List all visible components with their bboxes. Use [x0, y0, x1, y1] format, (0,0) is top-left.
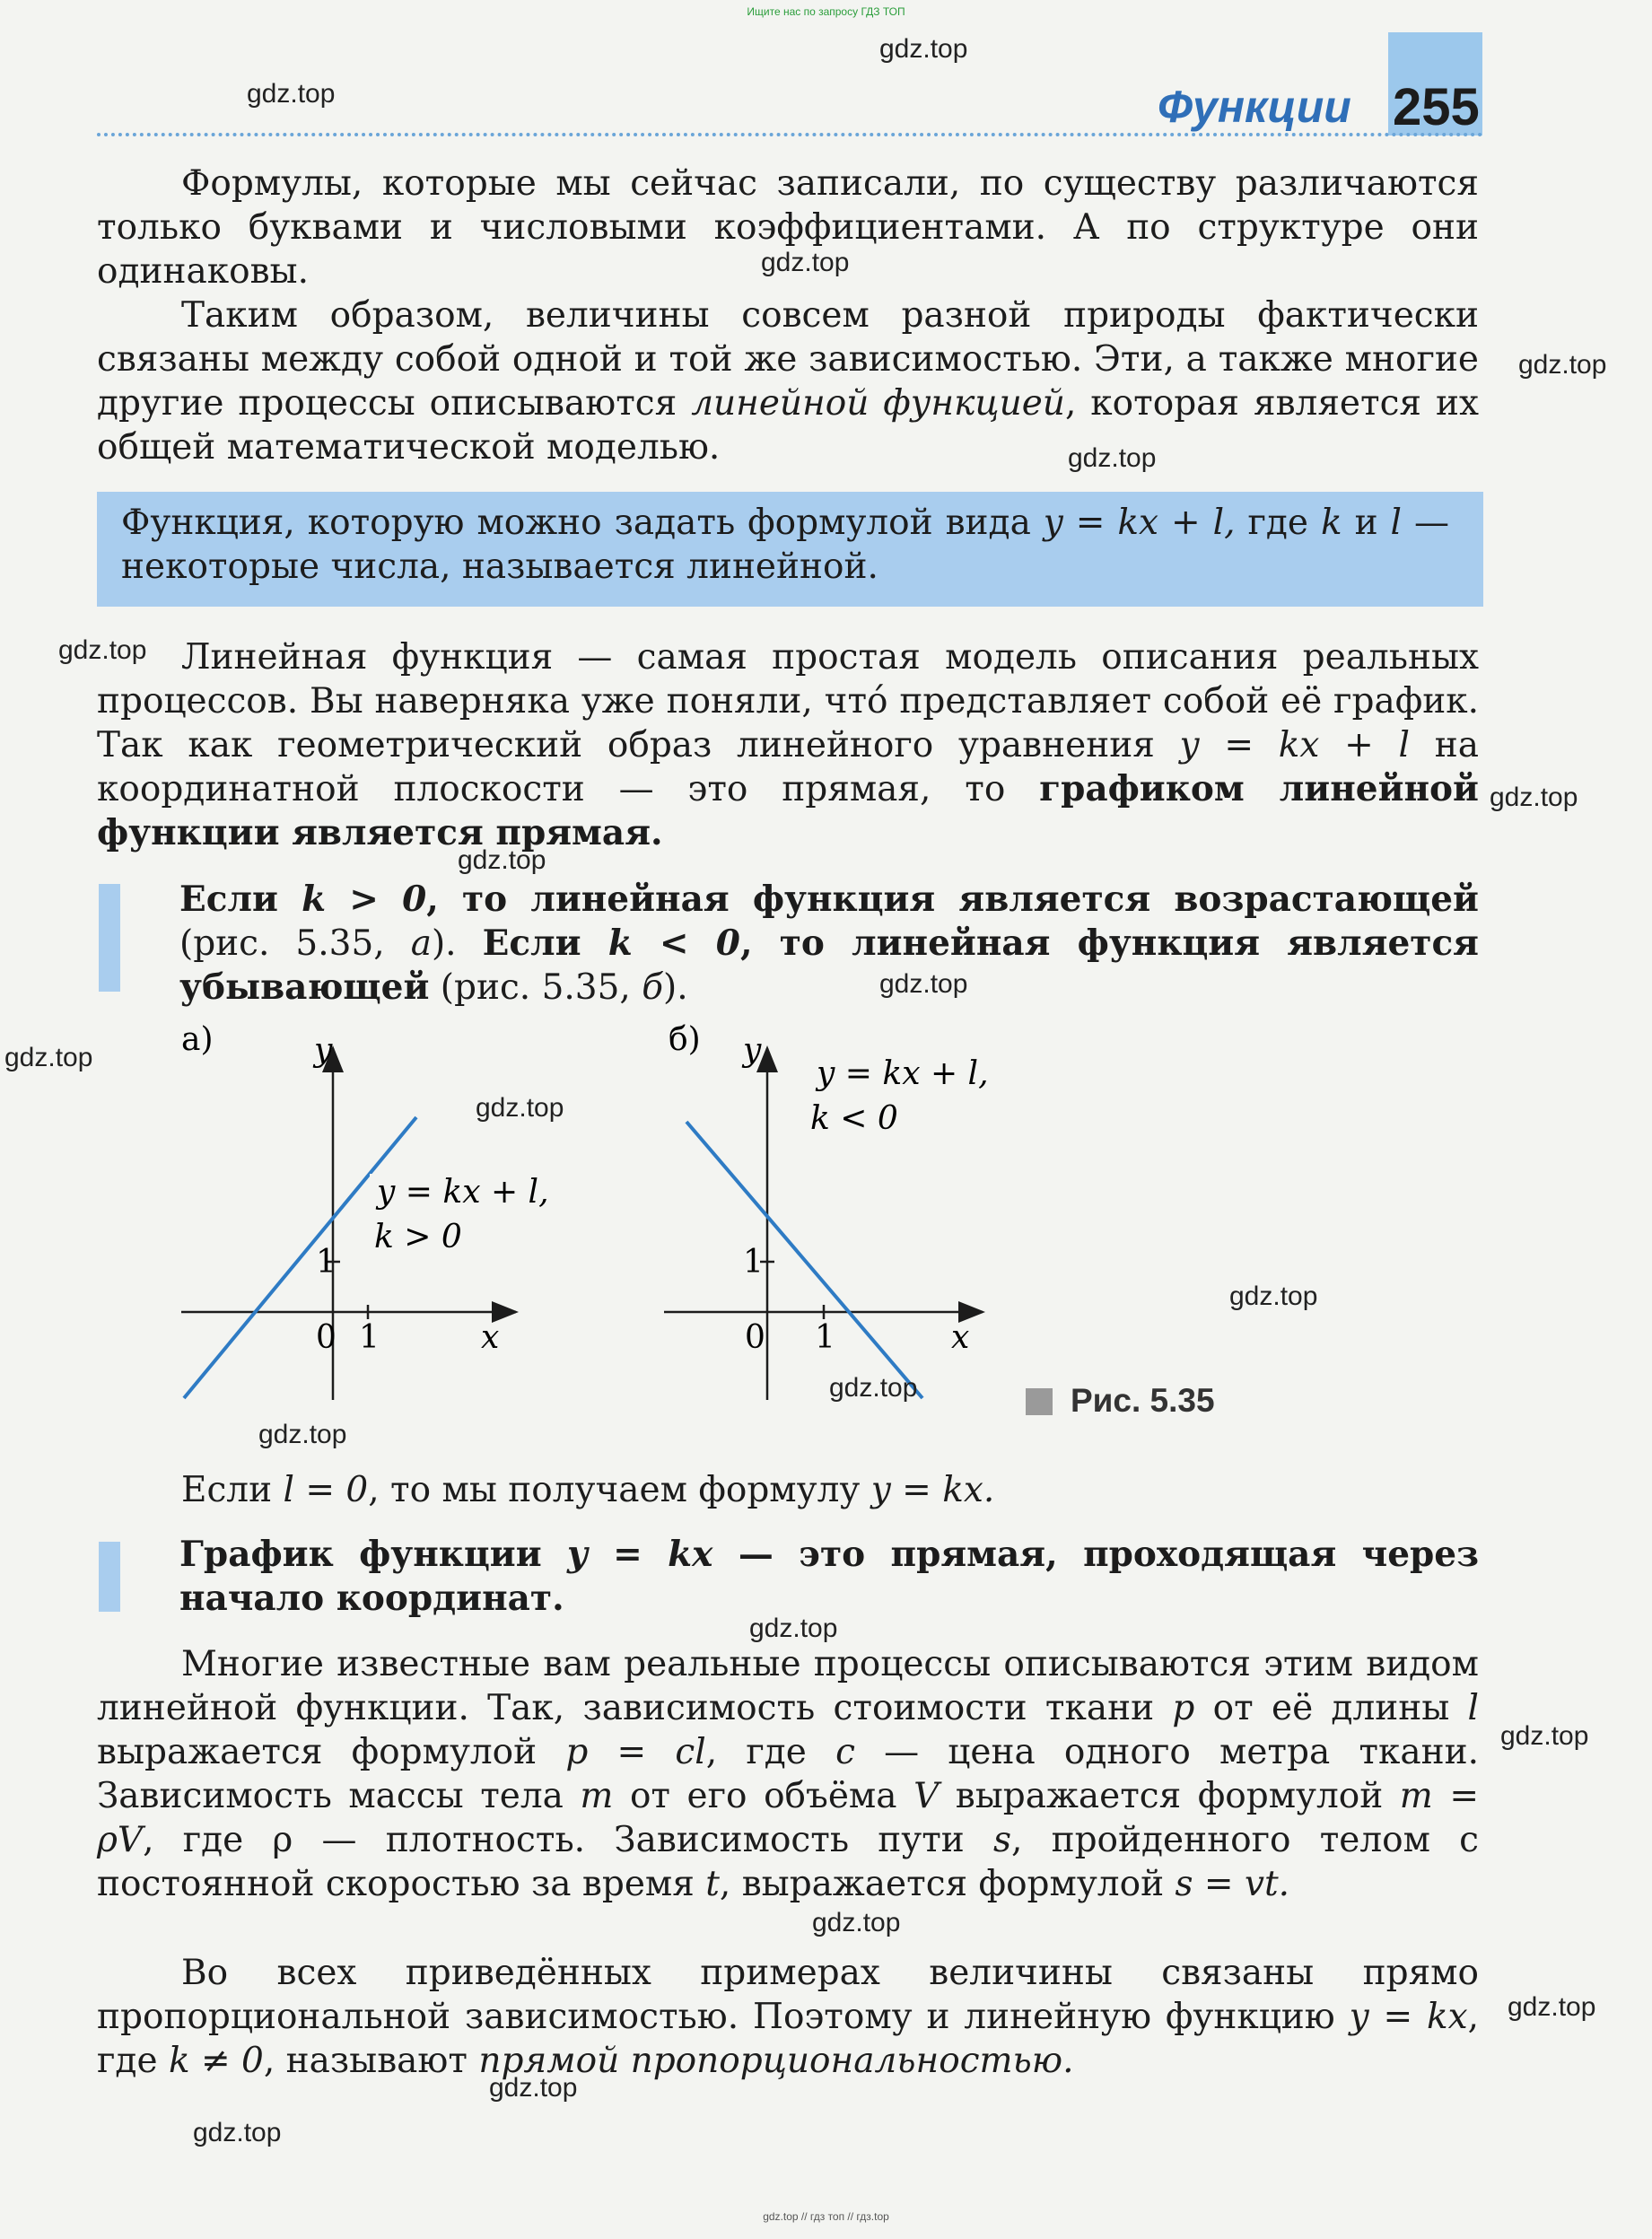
- condition-b: k < 0: [810, 1100, 898, 1137]
- graph-a: [181, 1023, 549, 1400]
- paragraph-5: Многие известные вам реальные процессы описываются этим видом линейной функции. Так, зависимость стоимости ткани p от её длины l выражается формулой p = cl, где c — цена одного метра ткани. Зависимость массы тела m от его объёма V выражается формулой m = ρV, где ρ — плотность. Зависимость пути s, пройденного телом с постоянной скоростью за время t, выражается формулой s = vt.: [97, 1644, 1480, 1904]
- watermark: gdz.top: [1500, 1721, 1589, 1751]
- watermark: gdz.top: [489, 2073, 578, 2103]
- y-tick-label-a: 1: [316, 1244, 337, 1281]
- watermark: gdz.top: [761, 248, 850, 277]
- origin-b: 0: [745, 1319, 765, 1356]
- watermark: gdz.top: [4, 1043, 93, 1072]
- paragraph-4: Если l = 0, то мы получаем формулу y = kx.: [181, 1470, 995, 1510]
- caption-marker: [1026, 1388, 1053, 1415]
- y-label-b: y: [743, 1032, 762, 1069]
- watermark: gdz.top: [749, 1614, 838, 1643]
- figure-caption: Рис. 5.35: [1071, 1382, 1215, 1419]
- header-divider: [97, 133, 1483, 136]
- figure-5-35: [162, 1023, 1059, 1400]
- watermark: gdz.top: [258, 1420, 347, 1449]
- watermark: gdz.top: [1508, 1992, 1596, 2022]
- x-tick-label-a: 1: [359, 1319, 380, 1356]
- page-number: 255: [1393, 78, 1480, 136]
- definition-text: Функция, которую можно задать формулой вида y = kx + l, где k и l — некоторые числа, называется линейной.: [121, 503, 1449, 587]
- watermark: gdz.top: [247, 79, 336, 109]
- condition-a: k > 0: [374, 1219, 462, 1255]
- x-label-a: x: [481, 1319, 500, 1356]
- top-note: Ищите нас по запросу ГДЗ ТОП: [747, 5, 905, 18]
- y-tick-label-b: 1: [743, 1244, 764, 1281]
- watermark: gdz.top: [458, 845, 546, 875]
- watermark: gdz.top: [829, 1373, 918, 1403]
- section-title: Функции: [1158, 82, 1351, 132]
- paragraph-6: Во всех приведённых примерах величины связаны прямо пропорциональной зависимостью. Поэтому и линейную функцию y = kx, где k ≠ 0, называют прямой пропорциональностью.: [97, 1953, 1479, 2081]
- watermark: gdz.top: [58, 635, 147, 665]
- rule-marker: [99, 884, 120, 992]
- origin-a: 0: [316, 1319, 337, 1356]
- paragraph-3: Линейная функция — самая простая модель описания реальных процессов. Вы наверняка уже поняли, что́ представляет собой её график. Так как геометрический образ линейного уравнения y = kx + l на координатной плоскости — это прямая, то графиком линейной функции является прямая.: [97, 637, 1479, 853]
- decreasing-line: [686, 1122, 922, 1398]
- watermark: gdz.top: [879, 34, 968, 64]
- watermark: gdz.top: [812, 1908, 901, 1937]
- watermark: gdz.top: [476, 1093, 564, 1123]
- label-b: б): [669, 1023, 701, 1058]
- watermark: gdz.top: [193, 2118, 282, 2147]
- x-tick-label-b: 1: [815, 1319, 835, 1356]
- paragraph-1: Формулы, которые мы сейчас записали, по существу различаются только буквами и числовыми коэффициентами. А по структуре они одинаковы.: [97, 163, 1479, 292]
- formula-b: y = kx + l,: [817, 1055, 989, 1092]
- label-a: а): [181, 1023, 214, 1058]
- x-label-b: x: [951, 1319, 970, 1356]
- watermark: gdz.top: [1068, 443, 1157, 473]
- rule-monotonic: Если k > 0, то линейная функция является возрастающей (рис. 5.35, а). Если k < 0, то линейная функция является убывающей (рис. 5.35, б).: [179, 879, 1479, 1008]
- watermark: gdz.top: [1518, 350, 1607, 380]
- watermark: gdz.top: [1229, 1281, 1318, 1311]
- intro-paragraphs: [97, 162, 1479, 469]
- paragraph-2: Таким образом, величины совсем разной природы фактически связаны между собой одной и той же зависимостью. Эти, а также многие другие процессы описываются линейной функцией, которая является их общей математической моделью.: [97, 295, 1479, 468]
- y-label-a: y: [314, 1032, 333, 1069]
- rule-marker-2: [99, 1542, 120, 1612]
- watermark: gdz.top: [1490, 783, 1578, 812]
- rule-origin: График функции y = kx — это прямая, проходящая через начало координат.: [179, 1534, 1479, 1619]
- graph-b: [664, 1023, 989, 1400]
- increasing-line: [184, 1117, 416, 1398]
- watermark: gdz.top: [879, 969, 968, 999]
- footer-note: gdz.top // гдз топ // гдз.top: [763, 2210, 889, 2223]
- formula-a: y = kx + l,: [377, 1174, 549, 1211]
